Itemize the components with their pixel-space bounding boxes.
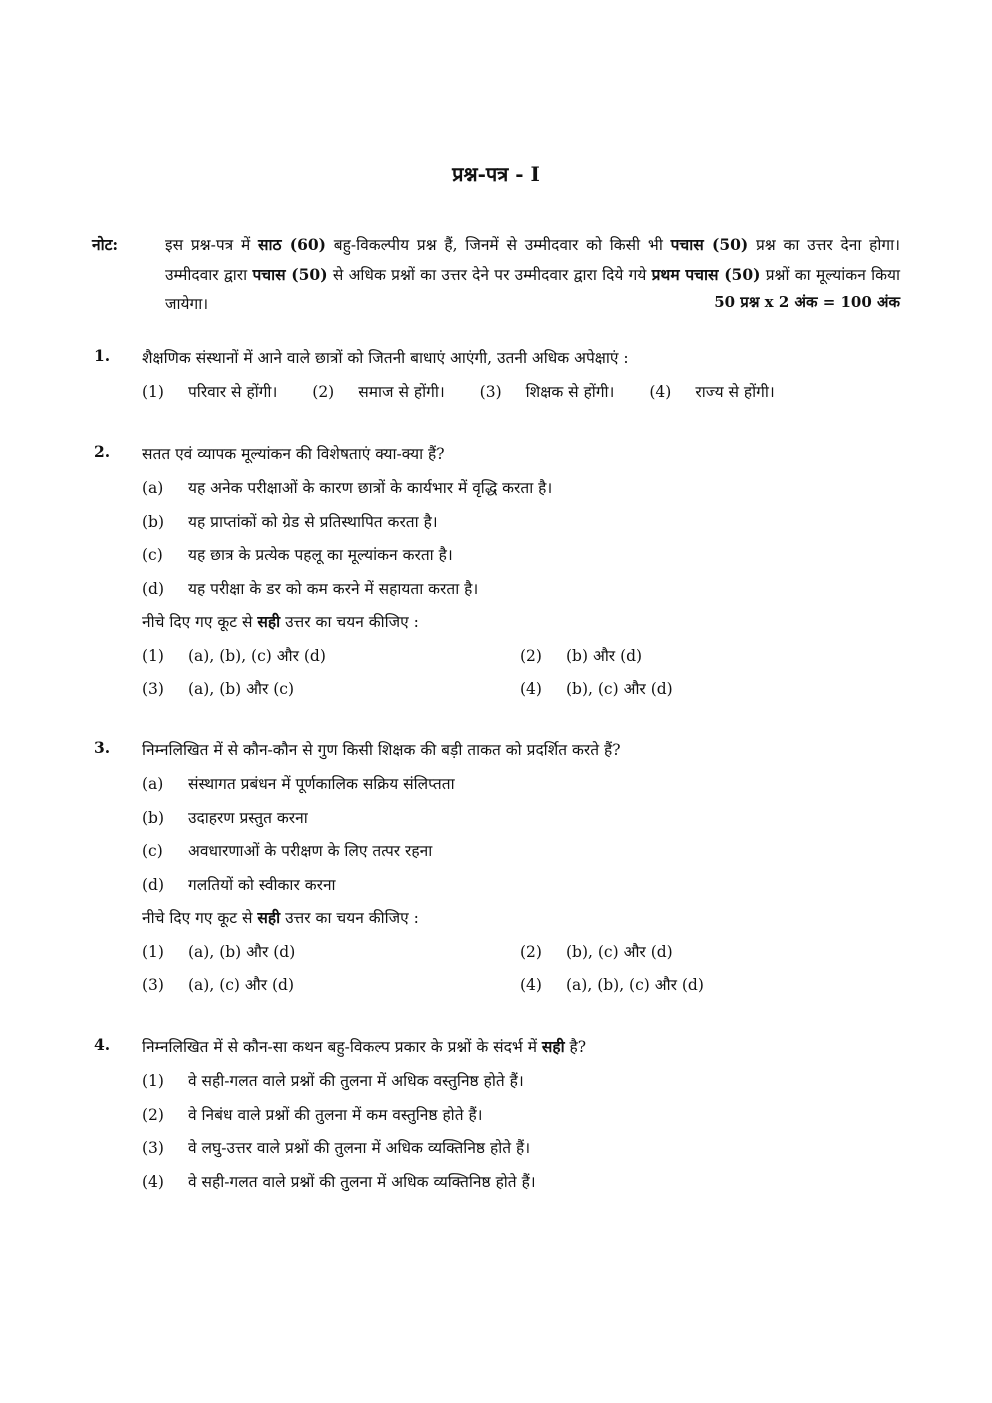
option-label: (1) (142, 383, 164, 401)
note-text-part: बहु-विकल्पीय प्रश्न हैं, जिनमें से उम्मीदवार को किसी भी (326, 236, 671, 254)
option-row (142, 1170, 536, 1200)
option-row (142, 1136, 530, 1166)
item-label: (a) (142, 775, 164, 793)
option (520, 973, 704, 995)
option-row (142, 973, 704, 1003)
item-label: (d) (142, 580, 165, 598)
note-section (92, 230, 900, 319)
question-text-part: निम्नलिखित में से कौन-सा कथन बहु-विकल्प प्रकार के प्रश्नों के संदर्भ में (142, 1038, 542, 1056)
note-text-part: प्रश्नों का मूल्यांकन किया जायेगा। (165, 266, 900, 313)
option-row (142, 1069, 524, 1099)
option-text: (a), (b), (c) और (d) (188, 647, 326, 665)
note-bold-sixty: साठ (60) (258, 235, 326, 254)
option (142, 647, 326, 665)
statement-item (142, 806, 308, 836)
option-label: (4) (142, 1173, 164, 1191)
option (312, 380, 444, 402)
option-text: (b), (c) और (d) (566, 680, 673, 698)
option-text: (a), (c) और (d) (188, 976, 295, 994)
statement-item (142, 839, 432, 869)
item-label: (d) (142, 876, 165, 894)
question-number: 2. (94, 442, 111, 461)
option-text: वे सही-गलत वाले प्रश्नों की तुलना में अधिक वस्तुनिष्ठ होते हैं। (188, 1072, 524, 1090)
question-text-bold: सही (541, 1037, 565, 1056)
item-text: यह अनेक परीक्षाओं के कारण छात्रों के कार्यभार में वृद्धि करता है। (188, 479, 553, 497)
instruction-bold: सही (257, 612, 281, 631)
question-text: शैक्षणिक संस्थानों में आने वाले छात्रों को जितनी बाधाएं आएंगी, उतनी अधिक अपेक्षाएं : (142, 349, 629, 367)
option-label: (1) (142, 943, 164, 961)
option-label: (1) (142, 647, 164, 665)
option-text: राज्य से होंगी। (695, 383, 775, 401)
option-text: (a), (b), (c) और (d) (566, 976, 704, 994)
option-label: (2) (520, 943, 542, 961)
question-number: 4. (94, 1035, 111, 1054)
statement-item (142, 873, 336, 903)
option-text: परिवार से होंगी। (188, 383, 278, 401)
question-text: सतत एवं व्यापक मूल्यांकन की विशेषताएं क्या-क्या हैं? (142, 445, 445, 463)
option-text: (b), (c) और (d) (566, 943, 673, 961)
note-label: नोट: (92, 235, 119, 254)
statement-item (142, 772, 455, 802)
question-number: 1. (94, 346, 111, 365)
statement-item (142, 577, 478, 607)
option-row (142, 1103, 483, 1133)
option-label: (3) (142, 680, 164, 698)
item-text: यह प्राप्तांकों को ग्रेड से प्रतिस्थापित करता है। (188, 513, 438, 531)
instruction (142, 610, 419, 640)
option-text: समाज से होंगी। (358, 383, 445, 401)
note-text-part: से अधिक प्रश्नों का उत्तर देने पर उम्मीदवार द्वारा दिये गये (327, 266, 652, 284)
option-label: (3) (479, 383, 502, 401)
instruction-text: नीचे दिए गए कूट से (142, 909, 258, 927)
option-label: (1) (142, 1072, 164, 1090)
option-text: वे निबंध वाले प्रश्नों की तुलना में कम वस्तुनिष्ठ होते हैं। (188, 1106, 483, 1124)
question-text-part: है? (564, 1038, 587, 1056)
statement-item (142, 510, 438, 540)
item-text: अवधारणाओं के परीक्षण के लिए तत्पर रहना (188, 842, 433, 860)
option-label: (2) (312, 383, 335, 401)
note-bold-first-fifty: प्रथम पचास (50) (651, 265, 761, 284)
page-title: प्रश्न-पत्र - I (452, 162, 540, 186)
marks-scheme: 50 प्रश्न x 2 अंक = 100 अंक (714, 293, 900, 311)
option (480, 380, 615, 402)
option-text: वे सही-गलत वाले प्रश्नों की तुलना में अधिक व्यक्तिनिष्ठ होते हैं। (188, 1173, 536, 1191)
question-number: 3. (94, 738, 111, 757)
item-label: (b) (142, 513, 165, 531)
item-label: (c) (142, 842, 163, 860)
option-row (142, 380, 805, 410)
item-text: संस्थागत प्रबंधन में पूर्णकालिक सक्रिय संलिप्तता (188, 775, 455, 793)
statement-item (142, 543, 453, 573)
note-text-part: प्रश्न का उत्तर देना होगा। उम्मीदवार द्वारा (165, 236, 900, 284)
note-bold-fifty: पचास (50) (670, 235, 749, 254)
option-label: (4) (520, 680, 542, 698)
option (520, 644, 642, 666)
item-label: (a) (142, 479, 164, 497)
option-row (142, 677, 673, 707)
option (142, 976, 294, 994)
item-label: (c) (142, 546, 163, 564)
option (649, 380, 774, 402)
option-text: शिक्षक से होंगी। (525, 383, 615, 401)
note-bold-fifty: पचास (50) (252, 265, 328, 284)
option-label: (3) (142, 976, 164, 994)
option (520, 940, 673, 962)
option-label: (3) (142, 1139, 164, 1157)
item-text: उदाहरण प्रस्तुत करना (188, 809, 308, 827)
option-label: (2) (520, 647, 542, 665)
instruction-text: नीचे दिए गए कूट से (142, 613, 258, 631)
option-text: (a), (b) और (c) (188, 680, 295, 698)
instruction-text: उत्तर का चयन कीजिए : (280, 613, 419, 631)
question-text (142, 1035, 894, 1057)
option-text: वे लघु-उत्तर वाले प्रश्नों की तुलना में अधिक व्यक्तिनिष्ठ होते हैं। (188, 1139, 531, 1157)
item-text: यह छात्र के प्रत्येक पहलू का मूल्यांकन करता है। (188, 546, 453, 564)
option (142, 380, 277, 402)
instruction-bold: सही (257, 908, 281, 927)
option (142, 943, 295, 961)
option-label: (4) (520, 976, 542, 994)
item-text: गलतियों को स्वीकार करना (188, 876, 336, 894)
option-label: (4) (649, 383, 672, 401)
item-label: (b) (142, 809, 165, 827)
option (142, 680, 294, 698)
item-text: यह परीक्षा के डर को कम करने में सहायता करता है। (188, 580, 479, 598)
instruction-text: उत्तर का चयन कीजिए : (280, 909, 419, 927)
option-text: (b) और (d) (566, 647, 643, 665)
statement-item (142, 476, 552, 506)
option (520, 677, 673, 699)
question-text: निम्नलिखित में से कौन-कौन से गुण किसी शिक्षक की बड़ी ताकत को प्रदर्शित करते हैं? (142, 741, 621, 759)
option-text: (a), (b) और (d) (188, 943, 296, 961)
option-row (142, 644, 643, 674)
option-row (142, 940, 673, 970)
note-text-part: इस प्रश्न-पत्र में (165, 236, 259, 254)
option-label: (2) (142, 1106, 164, 1124)
instruction (142, 906, 419, 936)
